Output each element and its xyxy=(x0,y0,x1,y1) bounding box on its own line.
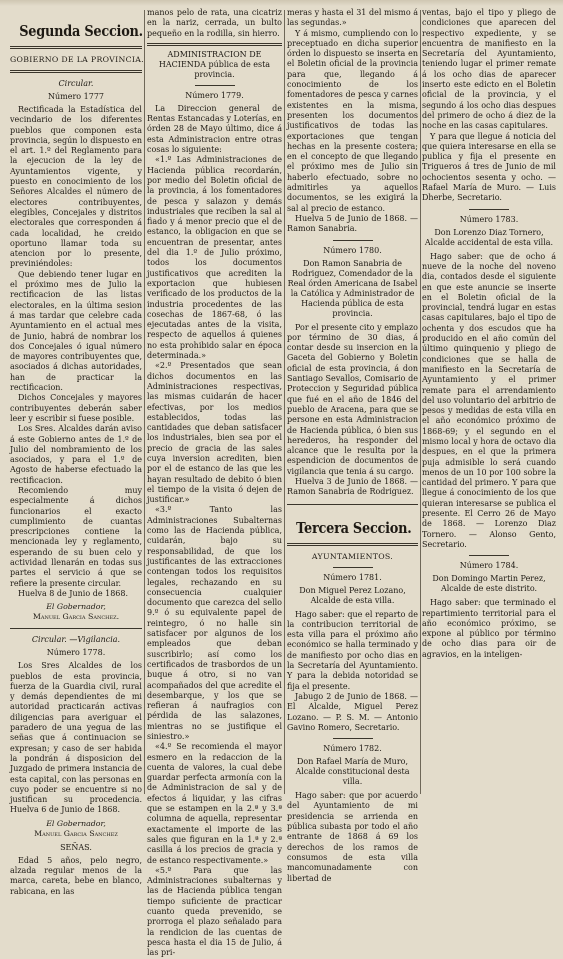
circular-label: Circular. —Vigilancia. xyxy=(31,635,121,645)
notice-heading: Don Miguel Perez Lozano, Alcalde de esta villa. xyxy=(299,585,406,605)
paragraph: Hago saber: que terminado el repartimiento territorial para el año económico próximo, se expone al público por término de ocho dias para oir de agravios, en la inteligen- xyxy=(422,598,556,659)
paragraph: Edad 5 años, pelo negro, alzada regular menos de la marca, careta, bebe en blanco, rabicana, en las xyxy=(10,855,142,896)
short-rule xyxy=(469,209,509,210)
column-2 xyxy=(147,8,282,958)
divider xyxy=(10,628,142,629)
paragraph: Que debiendo tener lugar en el próximo mes de Julio la rectificacion de las listas electorales, en la última sesion á mas tardar que celebre cada Ayuntamiento en el actual mes de Junio, habrá de nombrar los dos Concejales ó igual número de mayores contribuyentes que, asociados á dichas autoridades, han de practicar la rectificacion. xyxy=(10,269,142,393)
short-rule xyxy=(333,567,373,568)
notice-number: Número 1778. xyxy=(46,648,106,658)
paragraph: Y para que llegue á noticia del que quiera interesarse en ella se publica y fija el presente en Trigueros á tres de Junio de mil ochocientos sesenta y ocho. — Rafael María de Muro. — Luis Dherbe, Secretario. xyxy=(422,131,556,203)
notice-number: Número 1781. xyxy=(323,572,382,582)
date-line: Huelva 5 de Junio de 1868. — Ramon Sanabria. xyxy=(287,213,418,234)
date-line: Huelva 8 de Junio de 1868. xyxy=(18,588,129,598)
paragraph: «2.º Presentados que sean dichos documentos en las Administraciones respectivas, las mismas cuidarán de hacer efectivas, por los medios establecidos, todas las cantidades que deban satisfacer los industriales, bien sea por el precio de gracia de las sales cuya inversion acrediten, bien por el de estanco de las que les hayan resultado de debito ó bien el tiempo de la visita ó dejen de justificar.» xyxy=(147,361,282,505)
section-title-tercera: Tercera Seccion. xyxy=(296,518,412,537)
paragraph: Los Sres. Alcaldes darán aviso á este Gobierno antes de 1.º de Julio del nombramiento de los asociados, y para el 1.º de Agosto de haberse efectuado la rectificacion. xyxy=(10,424,142,485)
signature-name: Manuel Garcia Sanchez xyxy=(34,828,118,838)
paragraph: Hago saber: que el reparto de la contribucion territorial de esta villa para el próximo año económico se halla terminado y de manifiesto por ocho dias en la Secretaría del Ayuntamiento. Y para la debida notoridad se fija el presente. xyxy=(287,609,418,691)
notice-number: Número 1780. xyxy=(323,245,382,255)
paragraph: La Direccion general de Rentas Estancadas y Loterías, en órden 28 de Mayo último, dice á esta Administracion entre otras cosas lo siguiente: xyxy=(147,103,282,155)
signature xyxy=(10,819,142,839)
column-1 xyxy=(10,8,144,896)
notice-number: Número 1779. xyxy=(185,90,244,100)
senas-label: SEÑAS. xyxy=(60,842,92,852)
paragraph: Los Sres Alcaldes de los pueblos de esta provincia, fuerza de la Guardia civil, rural y demás dependientes de mi autoridad practicarán activas diligencias para averiguar el paradero de una yegua de las señas que á continuacion se expresan; y caso de ser habida la pondrán á disposicion del Juzgado de primera instancia de esta capital, con las personas en cuyo poder se encuentre si no justifican su procedencia. Huelva 6 de Junio de 1868. xyxy=(10,661,142,815)
signature-name: Manuel Garcia Sanchez. xyxy=(32,612,120,622)
paragraph: Por el presente cito y emplazo por término de 30 dias, á contar desde su insercion en la Gaceta del Gobierno y Boletin oficial de esta provincia, á don Santiago Sevallos, Comisario de Proteccion y Seguridad pública que fué en el año de 1846 del pueblo de Aracena, para que se persone en esta Administracion de Hacienda pública, ó bien sus herederos, ha responder del alcance que le resulta por la espendicion de documentos de vigilancia que tenia á su cargo. xyxy=(287,322,418,476)
paragraph: Recomiendo muy especialmente á dichos funcionarios el exacto cumplimiento de cuantas prescripciones contiene la mencionada ley y reglamento, esperando de su buen celo y actividad llenarán en todas sus partes el servicio á que se refiere la presente circular. xyxy=(10,485,142,588)
admin-heading: ADMINISTRACION DE HACIENDA pública de esta provincia. xyxy=(158,49,271,79)
date-line: Jabugo 2 de Junio de 1868. — El Alcalde, Miguel Perez Lozano. — P. S. M. — Antonio Gavino Romero, Secretario. xyxy=(287,691,418,732)
paragraph: ventas, bajo el tipo y pliego de condiciones que aparecen del respectivo expediente, y se encuentra de manifiesto en la Secretaría del Ayuntamiento, teniendo lugar el primer remate á los ocho dias de aparecer inserto este edicto en el Boletin oficial de la provincia, y el segundo á los ocho dias despues del primero de ocho á diez de la noche en las casas capitulares. xyxy=(422,8,556,131)
circular-label: Circular. xyxy=(58,79,94,88)
paragraph: «5.º Para que las Administraciones subalternas y las de Hacienda pública tengan tiempo suficiente de practicar cuanto queda prevenido, se prorroga el plazo señalado para la rendicion de las cuentas de pesca hasta el dia 15 de Julio, á las pri- xyxy=(147,865,282,958)
double-rule xyxy=(10,70,142,73)
paragraph: Y á mismo, cumpliendo con lo preceptuado en dicha superior órden lo dispuesto se inserta en el Boletin oficial de la provincia para que, llegando á conocimiento de los fomentadores de pesca y carnes existentes en la misma, presenten los documentos justificativos de todas las exportaciones que tengan hechas en la presente costera; en el concepto de que llegando el próximo mes de Julio sin haberlo efectuado, sobre no admitirles ya aquellos documentos, se les exigirá la sal al precio de estanco. xyxy=(287,28,418,213)
paragraph: meras y hasta el 31 del mismo á las segundas.» xyxy=(287,8,418,28)
column-divider xyxy=(420,10,421,794)
ayuntamientos-heading: AYUNTAMIENTOS. xyxy=(311,551,394,561)
notice-heading: Don Rafael María de Muro, Alcalde constitucional desta villa. xyxy=(295,757,410,787)
short-rule xyxy=(333,738,373,739)
paragraph: «3.º Tanto las Administraciones Subalternas como las de Hacienda pública, cuidarán, bajo su responsabilidad, de que los justificantes de las extracciones contengan todos los requisitos legales, rechazando en su consecuencia cualquier documento que carezca del sello 9.º ó su equivalente papel de reintegro, ó no halle sin satisfacer por algunos de los empleados que deban suscribirlo; así como los certificados de trasbordos de un buque á otro, si no van acompañados del que acredite el desembarque, y los que se refieran á naufragios con pérdida de las salazones, mientras no se justifique el siniestro.» xyxy=(147,505,282,741)
gov-heading: GOBIERNO DE LA PROVINCIA. xyxy=(10,55,144,64)
paragraph: Hago saber: que de ocho á nueve de la noche del noveno dia, contados desde el siguiente en que este anuncie se inserte en el Boletin oficial de la provincial, tendrá lugar en estas casas capitulares, bajo el tipo de ochenta y dos escudos que ha producido en el año común del último quinquenio y pliego de condiciones que se halla de manifiesto en la Secretaría de Ayuntamiento y el primer remate para el arrendamiento del uso voluntario del arbitrio de pesos y medidas de esta villa en el año económico próximo de 1868-69; y el segundo en el mismo local y hora de octavo dia despues, en el que la primera puja admisible lo será cuando menos de un 10 por 100 sobre la cantidad del primero. Y para que llegue á conocimiento de los que quieran interesarse se publica el presente. El Cerro 26 de Mayo de 1868. — Lorenzo Diaz Tornero. — Alonso Gento, Secretario. xyxy=(422,251,556,549)
notice-number: Número 1782. xyxy=(323,744,382,754)
paragraph: «4.º Se recomienda el mayor esmero en la redaccion de la cuenta de valores, la cual debe guardar perfecta armonía con la de Administracion de sal y de efectos á liquidar, y las cifras que se estampen en la 2.ª y 3.ª columna de aquella, representar exactamente el importe de las sales que figuran en la 1.ª y 2.ª casilla á los precios de gracia y de estanco respectivamente.» xyxy=(147,742,282,865)
notice-number: Número 1784. xyxy=(459,561,519,571)
paragraph: manos pelo de rata, una cicatriz en la nariz, cerrada, un bulto pequeño en la rodilla, sin hierro. xyxy=(147,8,282,38)
page-top-edge xyxy=(0,0,563,6)
short-rule xyxy=(195,85,235,86)
double-rule xyxy=(10,46,142,49)
signature-title: El Gobernador, xyxy=(46,602,106,612)
column-divider xyxy=(284,10,285,794)
double-rule xyxy=(147,43,282,46)
notice-heading: Don Domingo Martin Perez, Alcalde de este distrito. xyxy=(432,574,546,594)
divider xyxy=(287,504,418,505)
notice-number: Número 1783. xyxy=(459,214,519,224)
double-rule xyxy=(287,543,418,546)
column-4 xyxy=(422,8,556,794)
paragraph: Rectificada la Estadística del vecindario de los diferentes pueblos que componen esta provincia, según lo dispuesto en el art. 1.º del Reglamento para la ejecucion de la ley de Ayuntamientos vigente, y puesto en conocimiento de los Señores Alcaldes el número de electores contribuyentes, elegibles, Concejales y distritos electorales que corresponden á cada localidad, he creido oportuno llamar toda su atencion por lo presente, previniéndoles: xyxy=(10,105,142,269)
paragraph: Dichos Concejales y mayores contribuyentes deberán saber leer y escribir si fuese posible. xyxy=(10,393,142,423)
notice-number: Número 1777 xyxy=(47,92,104,101)
signature-title: El Gobernador, xyxy=(46,818,106,828)
section-title-segunda: Segunda Seccion. xyxy=(19,22,143,40)
column-divider xyxy=(144,10,145,794)
short-rule xyxy=(333,240,373,241)
notice-heading: Don Lorenzo Diaz Tornero, Alcalde accidental de esta villa. xyxy=(424,227,554,247)
notice-heading: Don Ramon Sanabria de Rodriguez, Comendador de la Real órden Americana de Isabel la Católica y Administrador de Hacienda pública de esta provincia. xyxy=(287,258,418,318)
short-rule xyxy=(469,555,509,556)
paragraph: «1.º Las Administraciones de Hacienda pública recordarán, por medio del Boletin oficial de la provincia, á los fomentadores de pesca y salazon y demás industriales que reciben la sal al fiado y á menor precio que el de estanco, la obligacion en que se encuentran de presentar, antes del dia 1.º de Julio próximo, todos los documentos justificativos que acrediten la exportacion que hubiesen verificado de los productos de la industria procedentes de las cosechas de 1867-68, ó las ejecutadas antes de la visita, respecto de aquellos á quienes no esta prohibido salar en época determinada.» xyxy=(147,155,282,361)
paragraph: Hago saber: que por acuerdo del Ayuntamiento de mi presidencia se arrienda en pública subasta por todo el año entrante de 1868 á 69 los derechos de los ramos de consumos de esta villa mancomunadamente con libertad de xyxy=(287,791,418,883)
date-line: Huelva 3 de Junio de 1868. — Ramon Sanabria de Rodriguez. xyxy=(287,476,418,497)
signature xyxy=(10,602,142,622)
column-3 xyxy=(287,8,418,883)
